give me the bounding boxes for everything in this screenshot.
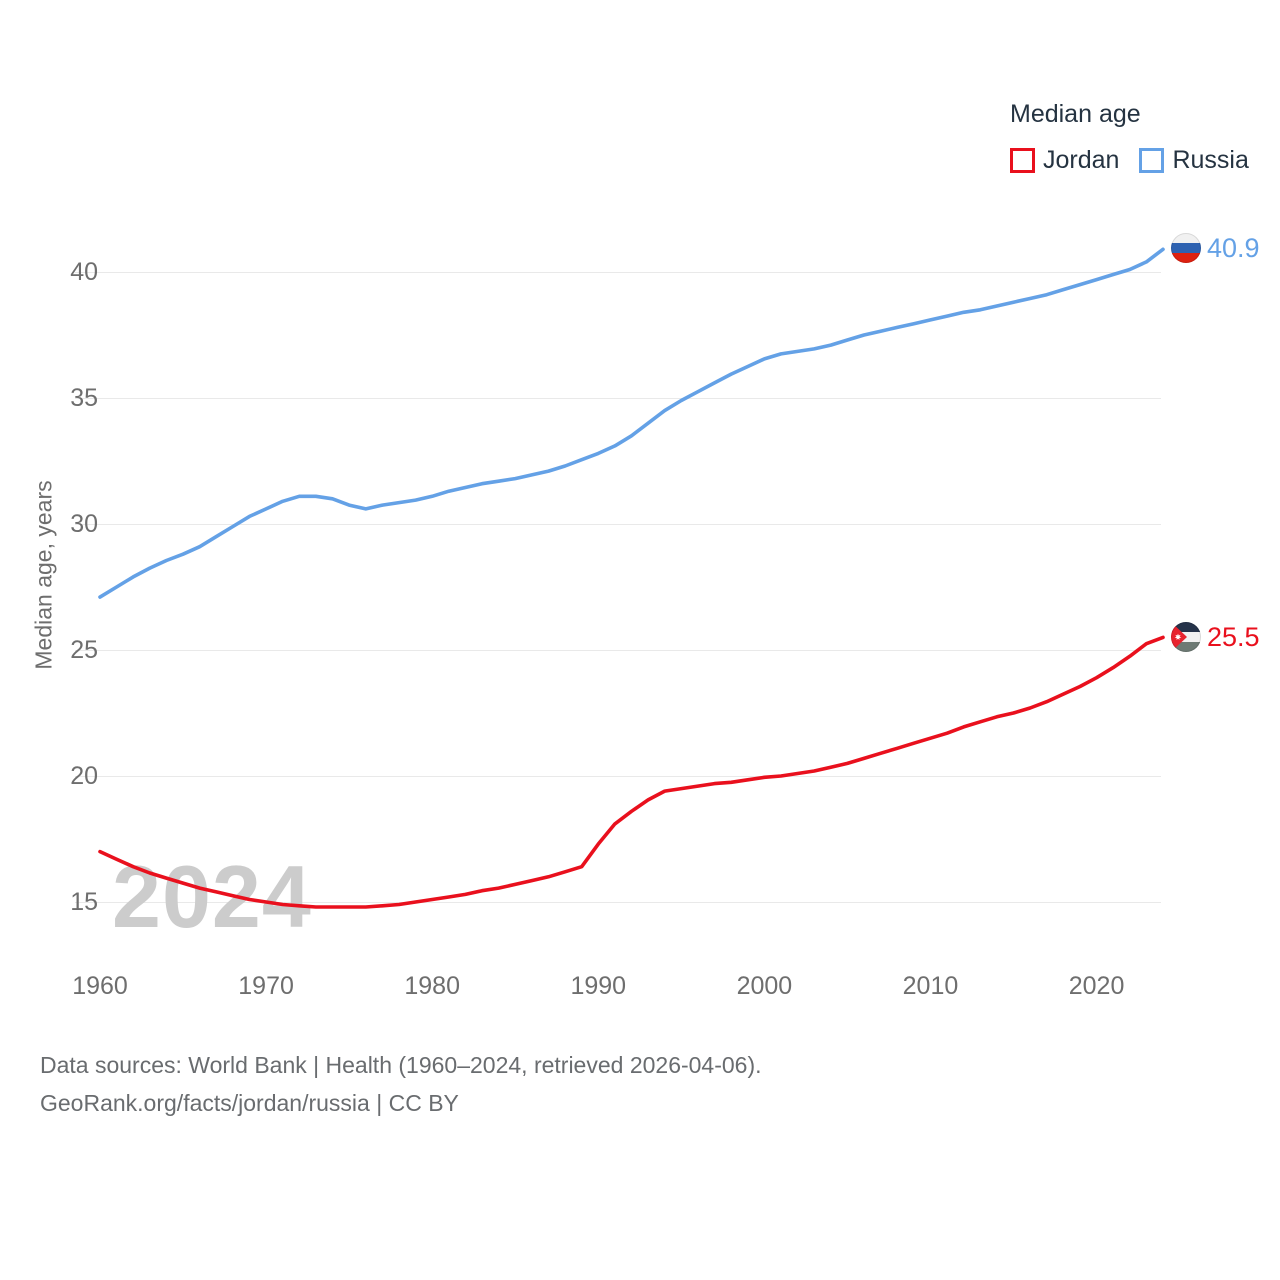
y-tick-label: 15 [70,888,98,916]
russia-flag-icon [1171,233,1201,263]
x-tick-label: 2000 [736,972,793,1000]
legend-title: Median age [1010,100,1141,128]
series-line-russia [100,249,1163,597]
x-tick-label: 2020 [1068,972,1125,1000]
x-tick-label: 1980 [404,972,460,1000]
y-tick-label: 20 [70,762,98,790]
end-value-russia: 40.9 [1207,233,1260,263]
x-tick-label: 2010 [902,972,959,1000]
watermark-year: 2024 [112,847,312,946]
y-tick-label: 30 [70,510,98,538]
series-line-jordan [100,637,1163,907]
x-tick-label: 1960 [72,972,128,1000]
x-tick-label: 1970 [238,972,294,1000]
y-tick-label: 40 [70,258,98,286]
y-axis-title: Median age, years [30,480,57,670]
legend-label-russia: Russia [1172,146,1249,174]
x-tick-label: 1990 [570,972,627,1000]
y-tick-label: 25 [70,636,98,664]
jordan-flag-icon [1171,622,1201,652]
y-tick-label: 35 [70,384,98,412]
footer-link[interactable]: GeoRank.org/facts/jordan/russia | CC BY [40,1090,459,1116]
legend-label-jordan: Jordan [1043,146,1120,174]
end-value-jordan: 25.5 [1207,622,1260,652]
footer-attribution [40,1046,762,1122]
footer-sources: Data sources: World Bank | Health (1960–2024, retrieved 2026-04-06). [40,1052,762,1078]
